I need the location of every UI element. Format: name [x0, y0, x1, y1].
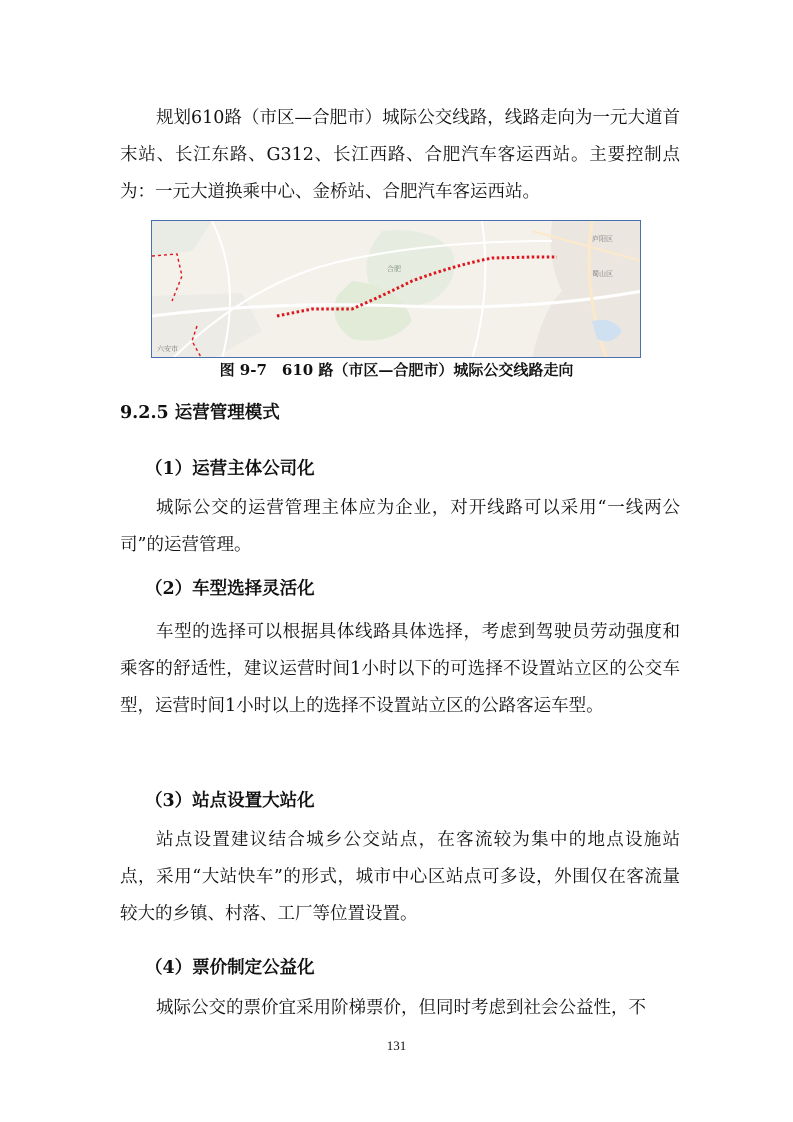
map-label-a: 合肥 [387, 265, 401, 273]
section-title: 9.2.5 运营管理模式 [120, 403, 280, 423]
item-2-heading: （2）车型选择灵活化 [145, 579, 315, 599]
map-label-d: 庐阳区 [592, 235, 613, 243]
intro-paragraph: 规划610路（市区—合肥市）城际公交线路，线路走向为一元大道首末站、长江东路、G312、长江西路、合肥汽车客运西站。主要控制点为：一元大道换乘中心、金桥站、合肥汽车客运西站。 [120, 108, 680, 202]
map-label-b: 蜀山区 [592, 270, 613, 278]
page-number: 131 [386, 1038, 407, 1053]
item-1-heading: （1）运营主体公司化 [145, 459, 315, 479]
item-3-heading: （3）站点设置大站化 [145, 791, 315, 811]
figure-caption: 图 9-7 610 路（市区—合肥市）城际公交线路走向 [219, 361, 574, 379]
route-map-graphic [152, 221, 641, 358]
item-3-text: 站点设置建议结合城乡公交站点，在客流较为集中的地点设施站点，采用“大站快车”的形式，城市中心区站点可多设，外围仅在客流量较大的乡镇、村落、工厂等位置设置。 [120, 830, 680, 924]
item-2-text: 车型的选择可以根据具体线路具体选择，考虑到驾驶员劳动强度和乘客的舒适性，建议运营时间1小时以下的可选择不设置站立区的公交车型，运营时间1小时以上的选择不设置站立区的公路客运车型。 [120, 622, 680, 716]
item-4-text: 城际公交的票价宜采用阶梯票价，但同时考虑到社会公益性，不 [156, 998, 646, 1018]
route-map [151, 220, 641, 358]
item-4-heading: （4）票价制定公益化 [145, 958, 315, 978]
map-label-c: 六安市 [157, 345, 178, 353]
item-1-text: 城际公交的运营管理主体应为企业，对开线路可以采用“一线两公司”的运营管理。 [120, 498, 680, 555]
